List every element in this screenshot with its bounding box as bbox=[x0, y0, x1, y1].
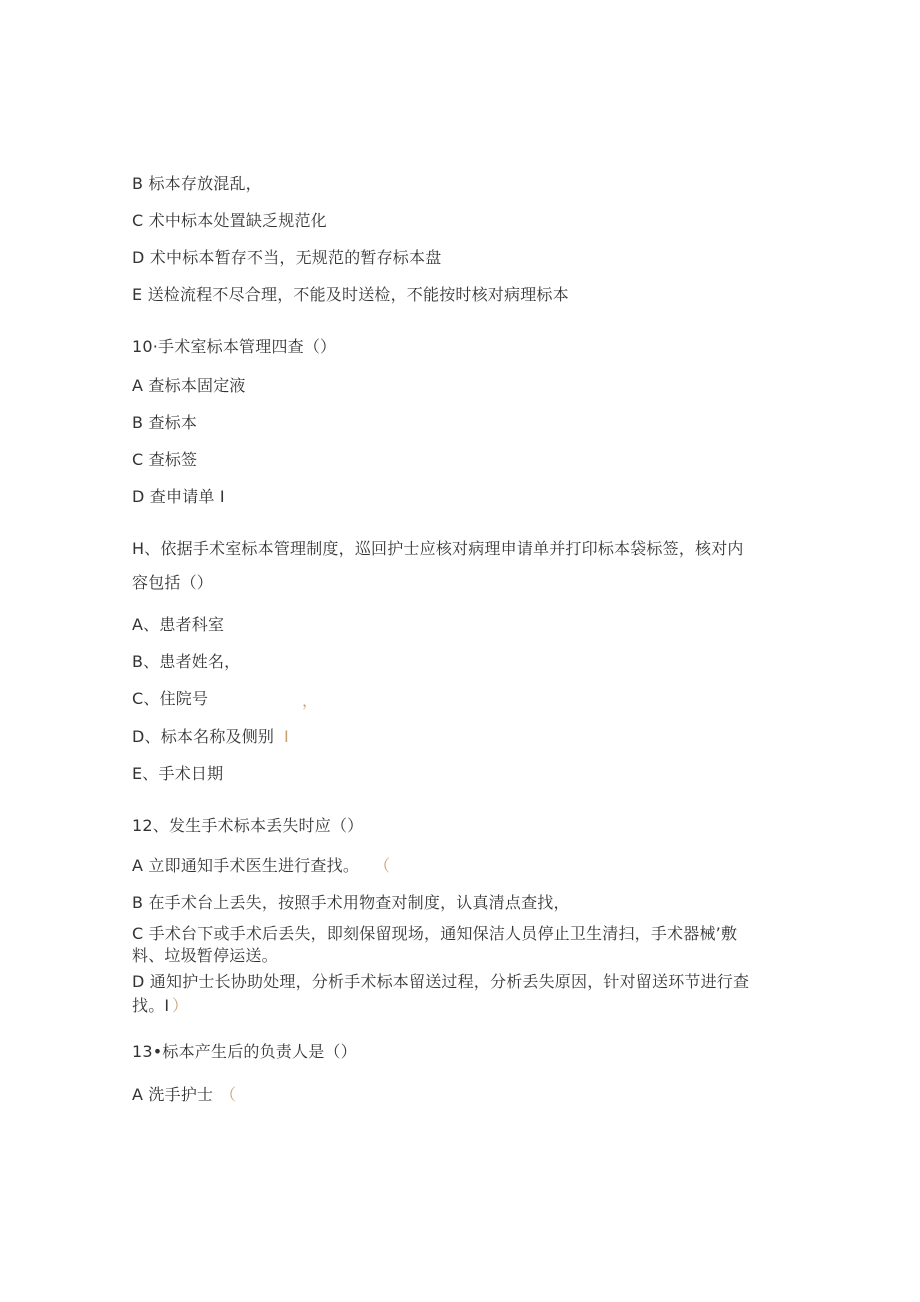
stray-mark-paren-2: ） bbox=[172, 996, 189, 1015]
q12-option-c-line-2: 料、垃圾暂停运送。 bbox=[132, 946, 278, 965]
option-b-storage-chaos: B 标本存放混乱， bbox=[132, 174, 262, 193]
q11-option-e: E、手术日期 bbox=[132, 764, 224, 783]
q10-option-c: C 查标签 bbox=[132, 450, 198, 469]
q12-option-c-line-1: C 手术台下或手术后丢失，即刻保留现场，通知保洁人员停止卫生清扫，手术器械’敷 bbox=[132, 924, 738, 943]
q10-option-d: D 查申请单 I bbox=[132, 487, 225, 506]
stray-mark-paren-3: （ bbox=[220, 1085, 237, 1104]
q11-option-b: B、患者姓名， bbox=[132, 652, 241, 671]
question-11-line-1: H、依据手术室标本管理制度，巡回护士应核对病理申请单并打印标本袋标签，核对内 bbox=[132, 539, 744, 558]
q13-option-a: A 洗手护士 bbox=[132, 1085, 214, 1104]
q12-option-a: A 立即通知手术医生进行查找。 bbox=[132, 856, 360, 875]
option-d-temporary-storage: D 术中标本暂存不当，无规范的暂存标本盘 bbox=[132, 248, 442, 267]
q12-option-b: B 在手术台上丢失，按照手术用物查对制度，认真清点查找， bbox=[132, 893, 570, 912]
stray-mark-comma: ， bbox=[302, 691, 319, 710]
stray-mark-paren-1: （ bbox=[374, 856, 391, 875]
question-11-line-2: 容包括（） bbox=[132, 573, 214, 592]
stray-mark-bar: I bbox=[284, 727, 289, 746]
q10-option-a: A 查标本固定液 bbox=[132, 376, 246, 395]
q10-option-b: B 查标本 bbox=[132, 413, 198, 432]
q12-option-d-line-2: 找。I bbox=[132, 996, 170, 1015]
q11-option-a: A、患者科室 bbox=[132, 615, 225, 634]
question-10: 10·手术室标本管理四查（） bbox=[132, 337, 337, 356]
option-e-submission-process: E 送检流程不尽合理，不能及时送检，不能按时核对病理标本 bbox=[132, 285, 569, 304]
question-12: 12、发生手术标本丢失时应（） bbox=[132, 816, 364, 835]
option-c-handling: C 术中标本处置缺乏规范化 bbox=[132, 211, 327, 230]
q11-option-d: D、标本名称及侧别 bbox=[132, 727, 275, 746]
question-13: 13•标本产生后的负责人是（） bbox=[132, 1042, 357, 1061]
q11-option-c: C、住院号 bbox=[132, 689, 209, 708]
q12-option-d-line-1: D 通知护士长协助处理，分析手术标本留送过程，分析丢失原因，针对留送环节进行查 bbox=[132, 972, 750, 991]
